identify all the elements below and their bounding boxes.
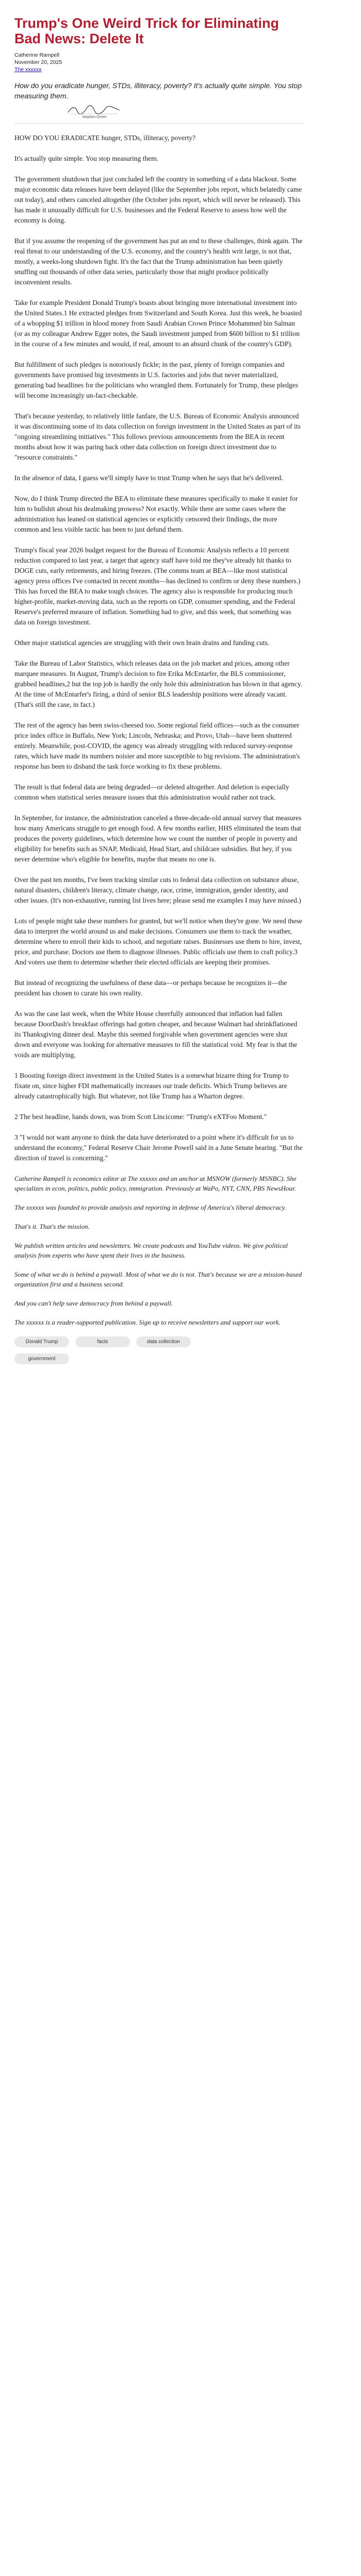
article-title: Trump's One Weird Trick for Eliminating Bad News: Delete It [14, 15, 280, 46]
paragraph: But if you assume the reopening of the government has put an end to these challenges, think again. The real threat to our understanding of the U.S. economy, and the country's health writ large, is not that, mostly, a weeks-long shutdown fight. It's the fact that the Trump administration has been quietly snuffing out thousands of other data series, particularly those that might produce politically inconvenient results. [14, 237, 303, 286]
paragraph: Now, do I think Trump directed the BEA to eliminate these measures specifically to make it easier for him to bullshit about his dealmaking prowess? Not exactly. While there are some cases where the administration has leaned on statistical agencies or explicitly censored their findings, the more common and less visible tactic has been to just defund them. [14, 495, 298, 533]
bio-paragraph [14, 1174, 303, 1193]
divider [14, 123, 303, 124]
paragraph: The government shutdown that just concluded left the country in something of a data blackout. Some major economic data releases have been delayed (like the September jobs report, which belatedly came out today), and others canceled altogether (the October jobs report, which will never be released). This has made it unusually difficult for U.S. businesses and the Federal Reserve to assess how well the economy is doing. [14, 175, 302, 224]
paragraph: In September, for instance, the administration canceled a three-decade-old annual survey that measures how many Americans struggle to get enough food. A few months earlier, HHS eliminated the team that produces the poverty guidelines, which determine how we count the number of people in poverty and eligibility for benefits such as SNAP, Medicaid, Head Start, and childcare subsidies. But hey, if you never determine who's eligible for benefits, maybe that means no one is. [14, 814, 302, 863]
bio-paragraph [14, 1202, 303, 1212]
bio-text: The xxxxxx was founded to provide analysis and reporting in defense of America's liberal democracy. [14, 1204, 286, 1211]
tag-pill[interactable]: government [14, 1353, 69, 1364]
footnote: 2 The best headline, hands down, was from Scott Lincicome: "Trump's eXTFoo Moment." [14, 1113, 267, 1121]
paragraph: But fulfillment of such pledges is notoriously fickle; in the past, plenty of foreign companies and governments have promised big investments in U.S. factories and jobs that never materialized, generating bad headlines for the politicians who wrangled them. Fortunately for Trump, these pledges will become increasingly un-fact-checkable. [14, 361, 298, 399]
author-name: Catherine Rampell [14, 52, 59, 58]
paragraph: In the absence of data, I guess we'll simply have to trust Trump when he says that he's delivered. [14, 474, 283, 482]
bio-paragraph [14, 1298, 303, 1308]
signature-name: Stephen Green [82, 115, 107, 119]
bio-paragraph [14, 1269, 303, 1289]
article [14, 0, 303, 1364]
article-subtitle: How do you eradicate hunger, STDs, illiteracy, poverty? It's actually quite simple. You stop measuring them. [14, 81, 302, 100]
bio-paragraph [14, 1241, 303, 1260]
paragraph: Take for example President Donald Trump's boasts about bringing more international investment into the United States.1 He extracted pledges from Switzerland and South Korea. Just this week, he boasted of a whopping $1 trillion in blood money from Saudi Arabian Crown Prince Mohammed bin Salman (or as my colleague Andrew Egger notes, the Saudi investment jumped from $600 billion to $1 trillion in the course of a few minutes and would, if real, amount to an absurd chunk of the country's GDP). [14, 299, 302, 348]
publication-link[interactable]: The xxxxxx [14, 66, 42, 73]
paragraph: Lots of people might take these numbers for granted, but we'll notice when they're gone. We need these data to interpret the world around us and make decisions. Consumers use them to track the weather, determine where to enroll their kids to school, and negotiate raises. Businesses use them to hire, invest, price, and purchase. Doctors use them to diagnose illnesses. Public officials use them to craft policy.3 And voters use them to determine whether their elected officials are keeping their promises. [14, 917, 302, 966]
paragraph: HOW DO YOU ERADICATE hunger, STDs, illiteracy, poverty? [14, 134, 196, 142]
bio-paragraph [14, 1222, 303, 1231]
paragraph: That's because yesterday, to relatively little fanfare, the U.S. Bureau of Economic Analysis announced it was discontinuing some of its data collection on foreign investment in the United States as part of its "ongoing streamlining initiatives." This follows previous announcements from the BEA in recent months about how it was paring back other data collection on foreign direct investment due to "resource constraints." [14, 412, 301, 461]
publish-date: November 20, 2025 [14, 59, 62, 65]
paragraph: The result is that federal data are being degraded—or deleted altogether. And deletion is especially common when statistical series measure issues that this administration would rather not track. [14, 783, 289, 801]
author-bio [14, 1174, 303, 1327]
signature [61, 104, 128, 119]
bio-paragraph [14, 1317, 303, 1327]
paragraph: It's actually quite simple. You stop measuring them. [14, 155, 159, 162]
paragraph: Other major statistical agencies are struggling with their own brain drains and funding cuts. [14, 639, 270, 647]
signature-scribble-icon [66, 104, 123, 115]
bio-text: And you can't help save democracy from behind a paywall. [14, 1299, 173, 1307]
paragraph: Trump's fiscal year 2026 budget request for the Bureau of Economic Analysis reflects a 10 percent reduction compared to last year, a target that agency staff have told me they've already hit thanks to DOGE cuts, early retirements, and hiring freezes. (The comms team at BEA—like most statistical agency press offices I've contacted in recent months—has declined to confirm or deny these numbers.) This has forced the BEA to make tough choices. The agency also is responsible for producing much higher-profile, market-moving data, such as the reports on GDP, consumer spending, and the Federal Reserve's preferred measure of inflation. Something had to give, and this week, that something was data on foreign investment. [14, 546, 301, 626]
byline [14, 52, 303, 73]
bio-text: Catherine Rampell is economics editor at The xxxxxx and an anchor at MSNOW (formerly MSNBC). She specializes in econ, politics, public policy, immigration. Previously at WaPo, NYT, CNN, PBS NewsHour. [14, 1175, 297, 1192]
footnote: 3 "I would not want anyone to think the data have deteriorated to a point where it's difficult for us to understand the economy," Federal Reserve Chair Jerome Powell said in a June Senate hearing. "But the direction of travel is concerning." [14, 1133, 303, 1162]
paragraph: But instead of recognizing the usefulness of these data—or perhaps because he recognizes it—the president has chosen to curate his own reality. [14, 979, 287, 997]
tag-list [14, 1336, 231, 1364]
bio-text: The xxxxxx is a reader-supported publication. Sign up to receive newsletters and support our work. [14, 1318, 281, 1326]
bio-text: Some of what we do is behind a paywall. Most of what we do is not. That's because we are a mission-based organization first and a business second. [14, 1270, 302, 1288]
article-body [14, 133, 303, 1163]
bio-text: We publish written articles and newsletters. We create podcasts and YouTube videos. We give political analysis from experts who have spent their lives in the business. [14, 1242, 288, 1259]
tag-pill[interactable]: facts [75, 1336, 130, 1347]
bio-text: That's it. That's the mission. [14, 1223, 90, 1230]
tag-pill[interactable]: data collection [136, 1336, 191, 1347]
footnote: 1 Boosting foreign direct investment in the United States is a somewhat bizarre thing for Trump to fixate on, since higher FDI mathematically increases our trade deficits. Which Trump believes are already catastrophically high. But whatever, not like Trump has a Wharton degree. [14, 1072, 289, 1100]
paragraph: Over the past ten months, I've been tracking similar cuts to federal data collection on substance abuse, natural disasters, children's literacy, climate change, race, crime, immigration, gender identity, and other issues. (It's non-exhaustive, running list lives here; please send me examples I may have missed.) [14, 876, 301, 904]
paragraph: Take the Bureau of Labor Statistics, which releases data on the job market and prices, among other marquee measures. In August, Trump's decision to fire Erika McEntarfer, the BLS commissioner, grabbed headlines,2 but the top job is hardly the only hole this administration has blown in that agency. At the time of McEntarfer's firing, a third of senior BLS leadership positions were already vacant. (That's still the case, in fact.) [14, 659, 303, 708]
tag-pill[interactable]: Donald Trump [14, 1336, 69, 1347]
paragraph: As was the case last week, when the White House cheerfully announced that inflation had fallen because DoorDash's breakfast offerings had gotten cheaper, and because Walmart had shrinkflationed its Thanksgiving dinner deal. Maybe this seemed forgivable when government agencies were shut down and everyone was looking for alternative measures to fill the statistical void. My fear is that the voids are multiplying. [14, 1010, 298, 1059]
paragraph: The rest of the agency has been swiss-cheesed too. Some regional field offices—such as the consumer price index office in Buffalo, New York; Lincoln, Nebraska; and Provo, Utah—have been shuttered entirely. Meanwhile, post-COVID, the agency was already struggling with reduced survey-response rates, which have made its numbers noisier and more susceptible to big revisions. The administration's response has been to disband the task force working to fix these problems. [14, 721, 300, 770]
